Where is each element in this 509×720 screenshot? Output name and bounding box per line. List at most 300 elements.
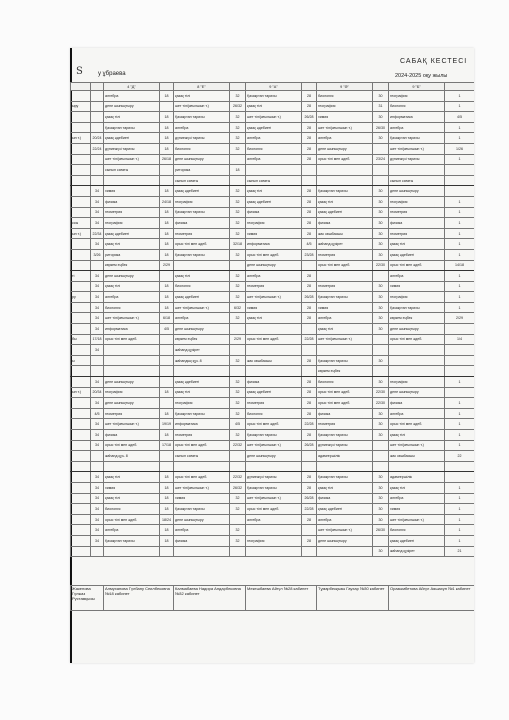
- room-cell: 32: [230, 430, 246, 441]
- room-cell: 32: [230, 207, 246, 218]
- subject-cell: қазақ тілі: [389, 482, 445, 493]
- room-cell: 28: [302, 472, 317, 483]
- subject-cell: жаһанд.құзірет: [317, 239, 373, 250]
- room-cell: 17/18: [91, 334, 104, 345]
- room-cell: 28: [302, 514, 317, 525]
- subject-cell: химия: [104, 482, 160, 493]
- room-cell: 28: [302, 430, 317, 441]
- room-cell: [373, 535, 389, 546]
- lesson-row: [71, 535, 475, 546]
- room-cell: 28: [302, 101, 317, 112]
- subject-cell: алгебра: [174, 313, 230, 324]
- subject-cell: география: [174, 196, 230, 207]
- room-cell: 26/28: [302, 493, 317, 504]
- subject-cell: дүниежүзі тарихы: [317, 440, 373, 451]
- lesson-row: [71, 398, 475, 409]
- subject-cell: орыс тілі мен әдеб.: [389, 334, 445, 345]
- class-header: [160, 83, 174, 91]
- room-cell: 1: [445, 122, 475, 133]
- subject-cell: жас көшбасшы: [246, 355, 302, 366]
- teachers-row: [70, 585, 474, 611]
- room-cell: 30: [373, 472, 389, 483]
- subject-cell: биология: [389, 525, 445, 536]
- subject-cell: [317, 345, 373, 356]
- subject-cell: алгебра: [389, 271, 445, 282]
- room-cell: 1: [445, 440, 475, 451]
- room-cell: 34: [91, 207, 104, 218]
- lesson-row: [71, 472, 475, 483]
- lesson-row: [71, 154, 475, 165]
- subject-cell: [71, 514, 91, 525]
- subject-cell: [104, 366, 160, 377]
- room-cell: 1: [445, 207, 475, 218]
- room-cell: 34: [91, 525, 104, 536]
- room-cell: 30: [373, 302, 389, 313]
- subject-cell: [71, 430, 91, 441]
- subject-cell: география: [246, 535, 302, 546]
- room-cell: 18: [160, 482, 174, 493]
- room-cell: 26/32: [230, 101, 246, 112]
- subject-cell: геометрия: [317, 249, 373, 260]
- subject-cell: физика: [174, 535, 230, 546]
- subject-cell: Қазақстан тарихы: [174, 408, 230, 419]
- teacher-cell: Жакенова Гүлжаз Рүстамқызы: [71, 586, 104, 611]
- lesson-row: [71, 218, 475, 229]
- room-cell: [91, 546, 104, 557]
- class-header: 9 "Ә": [317, 83, 373, 91]
- subject-cell: көркем еңбек: [389, 313, 445, 324]
- room-cell: 30: [373, 218, 389, 229]
- lesson-row: [71, 281, 475, 292]
- subject-cell: алгебра: [246, 154, 302, 165]
- subject-cell: геометрия: [317, 281, 373, 292]
- subject-cell: физика: [104, 196, 160, 207]
- subject-cell: орыс тілі мен әдеб.: [104, 514, 160, 525]
- subject-cell: [71, 313, 91, 324]
- schedule-sheet: [70, 48, 474, 663]
- room-cell: 32: [230, 398, 246, 409]
- room-cell: 32: [230, 186, 246, 197]
- room-cell: 28: [302, 143, 317, 154]
- subject-cell: қазақ әдебиеті: [246, 387, 302, 398]
- subject-cell: алгебра: [174, 122, 230, 133]
- room-cell: [160, 366, 174, 377]
- subject-cell: геометрия: [104, 408, 160, 419]
- room-cell: 31: [373, 101, 389, 112]
- room-cell: 28: [302, 91, 317, 102]
- room-cell: 2/29: [160, 260, 174, 271]
- room-cell: 30: [373, 514, 389, 525]
- room-cell: [373, 175, 389, 186]
- room-cell: 1: [445, 377, 475, 388]
- subject-cell: химия: [317, 302, 373, 313]
- subject-cell: дүниежүзі тарихы: [104, 143, 160, 154]
- subject-cell: [71, 196, 91, 207]
- subject-cell: [71, 260, 91, 271]
- room-cell: 18: [160, 408, 174, 419]
- subject-cell: [246, 546, 302, 557]
- room-cell: 26/32: [230, 482, 246, 493]
- subject-cell: алгебра: [389, 408, 445, 419]
- subject-cell: қазақ тілі: [317, 196, 373, 207]
- room-cell: 34: [91, 440, 104, 451]
- room-cell: [373, 334, 389, 345]
- subject-cell: жас көшбасшы: [317, 228, 373, 239]
- room-cell: [302, 260, 317, 271]
- subject-cell: қазақ әдебиеті: [104, 133, 160, 144]
- lesson-row: [71, 165, 475, 176]
- subject-cell: шет тілі(ағылшын т.): [174, 482, 230, 493]
- room-cell: [302, 345, 317, 356]
- lesson-row: [71, 514, 475, 525]
- subject-cell: Қазақстан тарихы: [174, 207, 230, 218]
- room-cell: [160, 334, 174, 345]
- room-cell: 1: [445, 249, 475, 260]
- subject-cell: қазақ тілі: [246, 186, 302, 197]
- room-cell: 18: [160, 133, 174, 144]
- room-cell: 26/18: [160, 154, 174, 165]
- class-header: 8 "Е": [174, 83, 230, 91]
- subject-cell: алгебра: [389, 493, 445, 504]
- room-cell: 1: [445, 133, 475, 144]
- room-cell: 24/18: [160, 196, 174, 207]
- room-cell: 28: [302, 196, 317, 207]
- subject-cell: дене шынықтыру: [246, 451, 302, 462]
- subject-cell: [317, 546, 373, 557]
- room-cell: 34: [91, 196, 104, 207]
- subject-cell: [71, 345, 91, 356]
- room-cell: 28: [302, 281, 317, 292]
- room-cell: [230, 175, 246, 186]
- subject-cell: шет тілі(ағылшын т.): [246, 112, 302, 123]
- subject-cell: алгебра: [246, 514, 302, 525]
- subject-cell: [246, 461, 302, 472]
- subject-cell: геометрия: [174, 430, 230, 441]
- subject-cell: риторика: [104, 249, 160, 260]
- room-cell: [302, 175, 317, 186]
- subject-cell: дүниежүзі тарихы: [389, 154, 445, 165]
- room-cell: 18: [160, 525, 174, 536]
- subject-cell: геометрия: [246, 281, 302, 292]
- subject-cell: [71, 451, 91, 462]
- room-cell: 18: [160, 292, 174, 303]
- subject-cell: [71, 525, 91, 536]
- subject-cell: информатика: [246, 239, 302, 250]
- room-cell: 30: [373, 186, 389, 197]
- class-header: [71, 83, 91, 91]
- subject-cell: алгебра: [246, 271, 302, 282]
- subject-cell: биология: [174, 143, 230, 154]
- subject-cell: Қазақстан тарихы: [104, 535, 160, 546]
- room-cell: 1: [445, 196, 475, 207]
- subject-cell: химия: [246, 228, 302, 239]
- room-cell: 30: [373, 324, 389, 335]
- lesson-row: [71, 228, 475, 239]
- room-cell: 1: [445, 430, 475, 441]
- subject-cell: жас көшбасшы: [389, 451, 445, 462]
- subject-cell: география: [174, 398, 230, 409]
- room-cell: 22/32: [230, 440, 246, 451]
- room-cell: 34: [91, 302, 104, 313]
- room-cell: 20/34: [91, 387, 104, 398]
- room-cell: 22/24: [91, 143, 104, 154]
- subject-cell: [71, 324, 91, 335]
- subject-cell: география: [389, 377, 445, 388]
- room-cell: 28: [302, 218, 317, 229]
- room-cell: 30: [373, 504, 389, 515]
- subject-cell: [71, 504, 91, 515]
- room-cell: [302, 546, 317, 557]
- subject-cell: ын т.): [71, 387, 91, 398]
- subject-cell: қазақ тілі: [174, 271, 230, 282]
- lesson-row: [71, 408, 475, 419]
- subject-cell: дене шынықтыру: [389, 387, 445, 398]
- lesson-row: [71, 345, 475, 356]
- subject-cell: [71, 472, 91, 483]
- room-cell: [91, 260, 104, 271]
- left-header: у ұбраева: [98, 71, 126, 77]
- subject-cell: Қазақстан тарихы: [174, 504, 230, 515]
- room-cell: 28: [302, 387, 317, 398]
- subject-cell: Қазақстан тарихы: [317, 292, 373, 303]
- subject-cell: биология: [246, 143, 302, 154]
- room-cell: [373, 461, 389, 472]
- subject-cell: информатика: [174, 419, 230, 430]
- subject-cell: риторика: [174, 165, 230, 176]
- room-cell: 6/32: [230, 302, 246, 313]
- subject-cell: шет тілі(ағылшын т.): [104, 419, 160, 430]
- room-cell: 1/26: [445, 143, 475, 154]
- class-header: [91, 83, 104, 91]
- subject-cell: [71, 546, 91, 557]
- room-cell: [91, 175, 104, 186]
- subject-cell: орыс тілі мен әдеб.: [174, 239, 230, 250]
- room-cell: [230, 546, 246, 557]
- room-cell: [445, 366, 475, 377]
- subject-cell: дене шынықтыру: [104, 398, 160, 409]
- room-cell: 18: [160, 207, 174, 218]
- subject-cell: ті: [71, 271, 91, 282]
- room-cell: 18: [160, 535, 174, 546]
- room-cell: 18: [160, 281, 174, 292]
- subject-cell: дүниежүзі тарихы: [246, 472, 302, 483]
- subject-cell: география: [317, 101, 373, 112]
- subject-cell: қазақ тілі: [104, 281, 160, 292]
- class-header: 4 "Д": [104, 83, 160, 91]
- room-cell: [302, 525, 317, 536]
- subject-cell: қазақ тілі: [104, 239, 160, 250]
- subject-cell: қазақ тілі: [317, 482, 373, 493]
- room-cell: 1: [445, 292, 475, 303]
- room-cell: 28: [302, 482, 317, 493]
- subject-cell: қазақ әдебиеті: [389, 249, 445, 260]
- subject-cell: орыс тілі мен әдеб.: [389, 419, 445, 430]
- subject-cell: химия: [174, 493, 230, 504]
- room-cell: [230, 154, 246, 165]
- room-cell: 1/4: [445, 334, 475, 345]
- room-cell: 23/28: [302, 249, 317, 260]
- room-cell: 30: [373, 133, 389, 144]
- subject-cell: физика: [174, 218, 230, 229]
- subject-cell: [71, 419, 91, 430]
- room-cell: [91, 112, 104, 123]
- room-cell: 1: [445, 419, 475, 430]
- room-cell: [91, 355, 104, 366]
- subject-cell: орыс тілі мен әдеб.: [246, 334, 302, 345]
- room-cell: 28: [302, 122, 317, 133]
- room-cell: 32: [230, 535, 246, 546]
- subject-cell: география: [104, 218, 160, 229]
- room-cell: 1: [445, 493, 475, 504]
- room-cell: [160, 398, 174, 409]
- lesson-row: [71, 324, 475, 335]
- room-cell: [373, 451, 389, 462]
- room-cell: [91, 122, 104, 133]
- room-cell: 30: [373, 546, 389, 557]
- subject-cell: қазақ тілі: [104, 112, 160, 123]
- subject-cell: қазақ тілі: [389, 430, 445, 441]
- room-cell: 28: [302, 355, 317, 366]
- subject-cell: [174, 366, 230, 377]
- subject-cell: [71, 493, 91, 504]
- subject-cell: [104, 175, 160, 186]
- subject-cell: орыс тілі мен әдеб.: [246, 249, 302, 260]
- room-cell: 32: [230, 525, 246, 536]
- subject-cell: шет тілі(ағылшын т.): [246, 292, 302, 303]
- room-cell: 32: [230, 122, 246, 133]
- room-cell: 3/26: [91, 249, 104, 260]
- room-cell: [160, 165, 174, 176]
- room-cell: 34: [91, 345, 104, 356]
- room-cell: 18: [160, 472, 174, 483]
- subject-cell: [71, 175, 91, 186]
- subject-cell: [71, 249, 91, 260]
- room-cell: 34: [91, 398, 104, 409]
- subject-cell: [71, 91, 91, 102]
- subject-cell: [389, 355, 445, 366]
- room-cell: 28: [302, 408, 317, 419]
- subject-cell: Қазақстан тарихы: [389, 302, 445, 313]
- room-cell: 18: [160, 249, 174, 260]
- lesson-row: [71, 493, 475, 504]
- subject-cell: Қазақстан тарихы: [317, 355, 373, 366]
- room-cell: 32: [230, 91, 246, 102]
- room-cell: 34: [91, 292, 104, 303]
- room-cell: 1: [445, 535, 475, 546]
- room-cell: [91, 366, 104, 377]
- subject-cell: алгебра: [104, 91, 160, 102]
- subject-cell: шет тілі(ағылшын т.): [317, 334, 373, 345]
- subject-cell: [389, 366, 445, 377]
- subject-cell: [71, 143, 91, 154]
- teacher-cell: Мекешбаева Айгүл №28 кабинет: [246, 586, 317, 611]
- room-cell: 18: [230, 165, 246, 176]
- room-cell: 32: [230, 313, 246, 324]
- subject-cell: [389, 165, 445, 176]
- subject-cell: география: [389, 196, 445, 207]
- room-cell: 18: [160, 143, 174, 154]
- room-cell: 18: [160, 493, 174, 504]
- room-cell: [160, 451, 174, 462]
- room-cell: [302, 366, 317, 377]
- room-cell: 28: [302, 313, 317, 324]
- subject-cell: шет тілі(ағылшын т.): [389, 440, 445, 451]
- room-cell: 34: [91, 514, 104, 525]
- subject-cell: [71, 122, 91, 133]
- subject-cell: көркем еңбек: [317, 366, 373, 377]
- subject-cell: [174, 546, 230, 557]
- subject-cell: [246, 324, 302, 335]
- class-header: [230, 83, 246, 91]
- room-cell: 26/28: [302, 292, 317, 303]
- subject-cell: бы: [71, 334, 91, 345]
- subject-cell: Қазақстан тарихы: [389, 133, 445, 144]
- subject-cell: қазақ әдебиеті: [317, 207, 373, 218]
- subject-cell: [71, 239, 91, 250]
- room-cell: [373, 165, 389, 176]
- room-cell: 30: [373, 292, 389, 303]
- subject-cell: жаһанд.құзірет: [389, 546, 445, 557]
- subject-cell: [71, 207, 91, 218]
- subject-cell: география: [246, 218, 302, 229]
- subject-cell: биология: [104, 504, 160, 515]
- lesson-row: [71, 334, 475, 345]
- room-cell: [373, 366, 389, 377]
- room-cell: [160, 345, 174, 356]
- subject-cell: қазақ әдебиеті: [174, 377, 230, 388]
- lesson-row: [71, 387, 475, 398]
- room-cell: 1: [445, 154, 475, 165]
- room-cell: 32: [230, 281, 246, 292]
- room-cell: 14/18: [445, 260, 475, 271]
- room-cell: 30: [373, 112, 389, 123]
- room-cell: 22/30: [373, 260, 389, 271]
- room-cell: 26/30: [373, 525, 389, 536]
- room-cell: 4/5: [91, 408, 104, 419]
- room-cell: 28: [302, 535, 317, 546]
- room-cell: 32: [230, 387, 246, 398]
- subject-cell: сынып сағаты: [104, 165, 160, 176]
- room-cell: 22/28: [302, 504, 317, 515]
- subject-cell: физика: [317, 218, 373, 229]
- subject-cell: шет тілі(ағылшын т.): [246, 493, 302, 504]
- subject-cell: [317, 271, 373, 282]
- lesson-row: [71, 430, 475, 441]
- subject-cell: шет тілі(ағылшын т.): [104, 313, 160, 324]
- room-cell: [160, 175, 174, 186]
- lesson-row: [71, 122, 475, 133]
- room-cell: 22/34: [91, 228, 104, 239]
- room-cell: 22: [445, 451, 475, 462]
- subject-cell: [246, 345, 302, 356]
- room-cell: 4/5: [160, 324, 174, 335]
- room-cell: 22/30: [373, 398, 389, 409]
- room-cell: 32: [230, 249, 246, 260]
- subject-cell: шет тілі(ағылшын т.): [389, 143, 445, 154]
- class-header: [302, 83, 317, 91]
- subject-cell: Қазақстан тарихы: [317, 430, 373, 441]
- subject-cell: орыс тілі мен әдеб.: [174, 472, 230, 483]
- room-cell: 22/30: [373, 387, 389, 398]
- subject-cell: алгебра: [246, 133, 302, 144]
- subject-cell: ын т.): [71, 133, 91, 144]
- room-cell: 4/5: [302, 239, 317, 250]
- subject-cell: [71, 366, 91, 377]
- room-cell: 34: [91, 239, 104, 250]
- room-cell: 1: [445, 218, 475, 229]
- subject-cell: [71, 440, 91, 451]
- subject-cell: орыс тілі мен әдеб.: [317, 154, 373, 165]
